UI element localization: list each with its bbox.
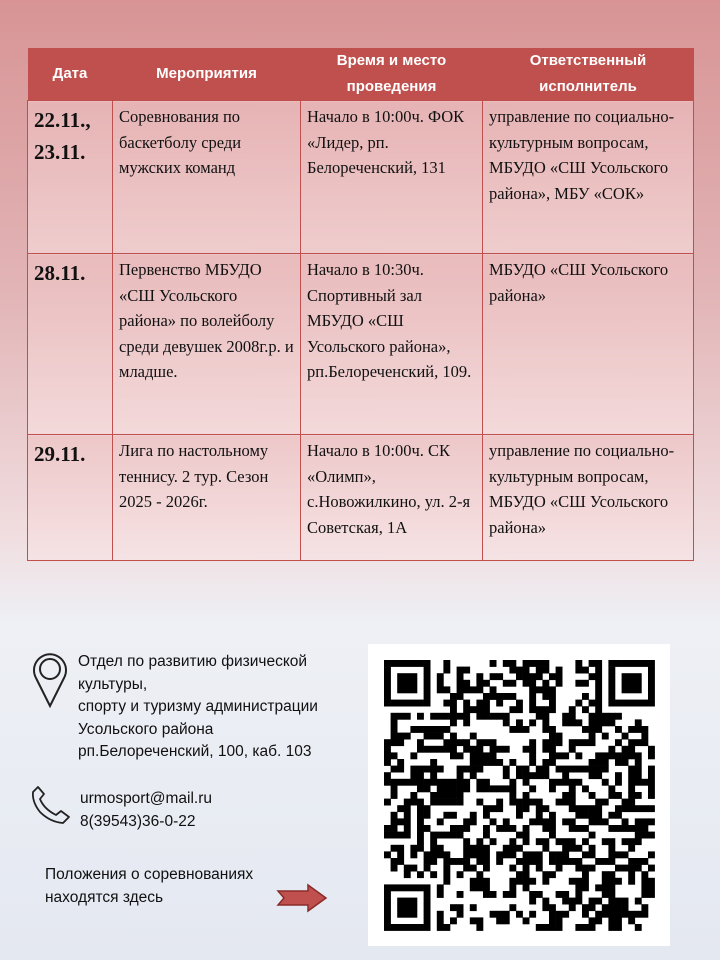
qr-code[interactable] — [368, 644, 670, 946]
cell-place: Начало в 10:00ч. ФОК «Лидер, рп. Белореченский, 131 — [301, 101, 483, 254]
contact-block — [80, 788, 212, 833]
cell-responsible: управление по социально-культурным вопросам, МБУДО «СШ Усольского района» — [483, 435, 694, 561]
address-line: спорту и туризму администрации — [78, 698, 318, 715]
arrow-right-icon — [276, 883, 328, 913]
cell-date: 28.11. — [28, 254, 113, 435]
header-place: Время и место проведения — [301, 48, 483, 101]
location-pin-icon — [32, 650, 68, 708]
address-line: рп.Белореченский, 100, каб. 103 — [78, 743, 312, 760]
regulations-note — [45, 864, 253, 909]
email-link[interactable]: urmosport@mail.ru — [80, 790, 213, 807]
header-date: Дата — [28, 48, 113, 101]
address-line: Усольского района — [78, 720, 214, 738]
phone-icon — [30, 784, 72, 826]
header-responsible: Ответственный исполнитель — [483, 48, 694, 101]
cell-responsible: МБУДО «СШ Усольского района» — [483, 254, 694, 435]
cell-date: 29.11. — [28, 435, 113, 561]
cell-place: Начало в 10:00ч. СК «Олимп», с.Новожилкино, ул. 2-я Советская, 1А — [301, 435, 483, 561]
phone-number: 8(39543)36-0-22 — [80, 812, 196, 830]
address-block — [78, 651, 318, 764]
cell-date: 22.11., 23.11. — [28, 101, 113, 254]
cell-event: Соревнования по баскетболу среди мужских команд — [113, 101, 301, 254]
note-line: находятся здесь — [45, 888, 164, 906]
cell-event: Лига по настольному теннису. 2 тур. Сезон 2025 - 2026г. — [113, 435, 301, 561]
cell-responsible: управление по социально-культурным вопросам, МБУДО «СШ Усольского района», МБУ «СОК» — [483, 101, 694, 254]
note-line: Положения о соревнованиях — [45, 866, 254, 883]
header-event: Мероприятия — [113, 48, 301, 101]
events-table — [27, 48, 694, 561]
table-row — [28, 254, 694, 435]
address-line: Отдел по развитию физической — [78, 653, 308, 670]
cell-place: Начало в 10:30ч. Спортивный зал МБУДО «СШ Усольского района», рп.Белореченский, 109. — [301, 254, 483, 435]
address-line: культуры, — [78, 675, 148, 693]
cell-event: Первенство МБУДО «СШ Усольского района» по волейболу среди девушек 2008г.р. и младше. — [113, 254, 301, 435]
table-row — [28, 101, 694, 254]
table-row — [28, 435, 694, 561]
